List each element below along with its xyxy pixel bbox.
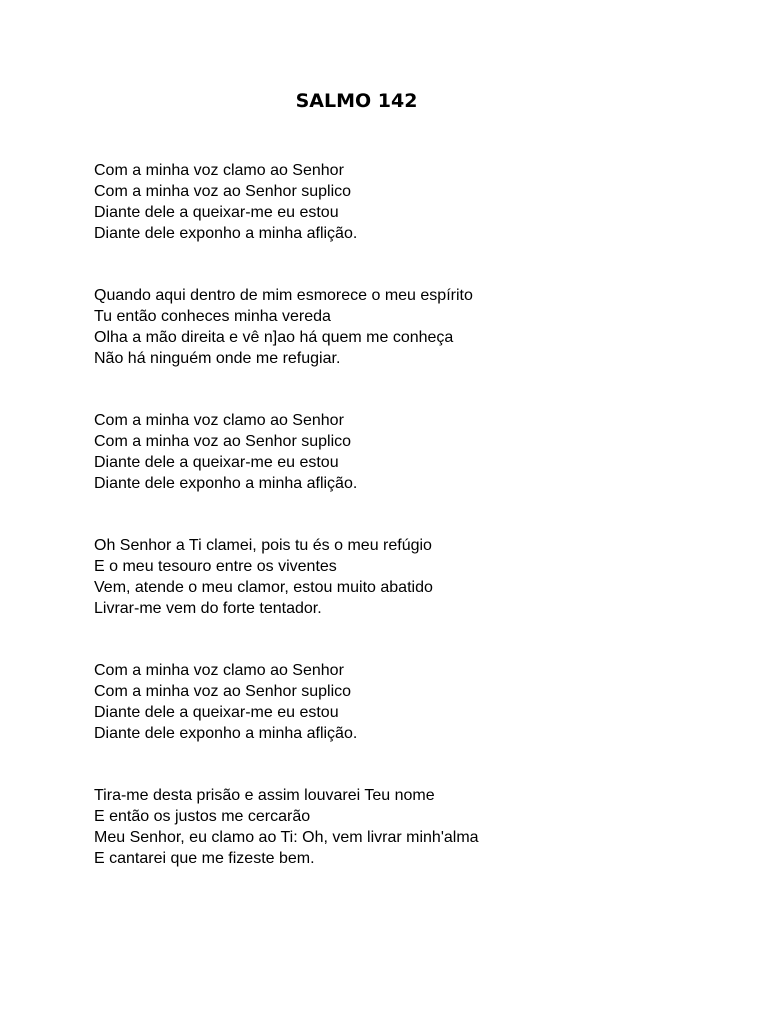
lyric-line: E então os justos me cercarão xyxy=(94,808,311,825)
lyric-line: Diante dele exponho a minha aflição. xyxy=(94,725,358,742)
stanza-3 xyxy=(94,410,734,494)
lyric-line: Com a minha voz ao Senhor suplico xyxy=(94,183,352,200)
lyric-line: Com a minha voz clamo ao Senhor xyxy=(94,662,344,679)
lyric-line: Livrar-me vem do forte tentador. xyxy=(94,600,322,617)
lyric-line: Não há ninguém onde me refugiar. xyxy=(94,350,341,367)
lyric-line: Com a minha voz clamo ao Senhor xyxy=(94,162,344,179)
lyric-line: Tu então conheces minha vereda xyxy=(94,308,331,325)
lyric-line: Oh Senhor a Ti clamei, pois tu és o meu refúgio xyxy=(94,537,432,554)
lyric-line: Com a minha voz ao Senhor suplico xyxy=(94,433,352,450)
lyric-line: E o meu tesouro entre os viventes xyxy=(94,558,337,575)
lyric-line: Diante dele a queixar-me eu estou xyxy=(94,454,339,471)
lyric-line: E cantarei que me fizeste bem. xyxy=(94,850,315,867)
stanza-1 xyxy=(94,160,734,244)
stanza-5 xyxy=(94,660,734,744)
lyric-line: Quando aqui dentro de mim esmorece o meu espírito xyxy=(94,287,473,304)
lyric-line: Olha a mão direita e vê n]ao há quem me conheça xyxy=(94,329,454,346)
lyric-line: Diante dele exponho a minha aflição. xyxy=(94,225,358,242)
lyric-line: Meu Senhor, eu clamo ao Ti: Oh, vem livrar minh'alma xyxy=(94,829,479,846)
lyric-line: Com a minha voz ao Senhor suplico xyxy=(94,683,352,700)
lyric-line: Com a minha voz clamo ao Senhor xyxy=(94,412,344,429)
stanza-2 xyxy=(94,285,734,369)
lyrics-body xyxy=(94,160,734,910)
lyric-line: Diante dele exponho a minha aflição. xyxy=(94,475,358,492)
stanza-6 xyxy=(94,785,734,869)
lyric-line: Vem, atende o meu clamor, estou muito abatido xyxy=(94,579,433,596)
lyric-line: Tira-me desta prisão e assim louvarei Teu nome xyxy=(94,787,435,804)
page-title: SALMO 142 xyxy=(295,90,418,112)
stanza-4 xyxy=(94,535,734,619)
lyric-line: Diante dele a queixar-me eu estou xyxy=(94,704,339,721)
lyric-line: Diante dele a queixar-me eu estou xyxy=(94,204,339,221)
